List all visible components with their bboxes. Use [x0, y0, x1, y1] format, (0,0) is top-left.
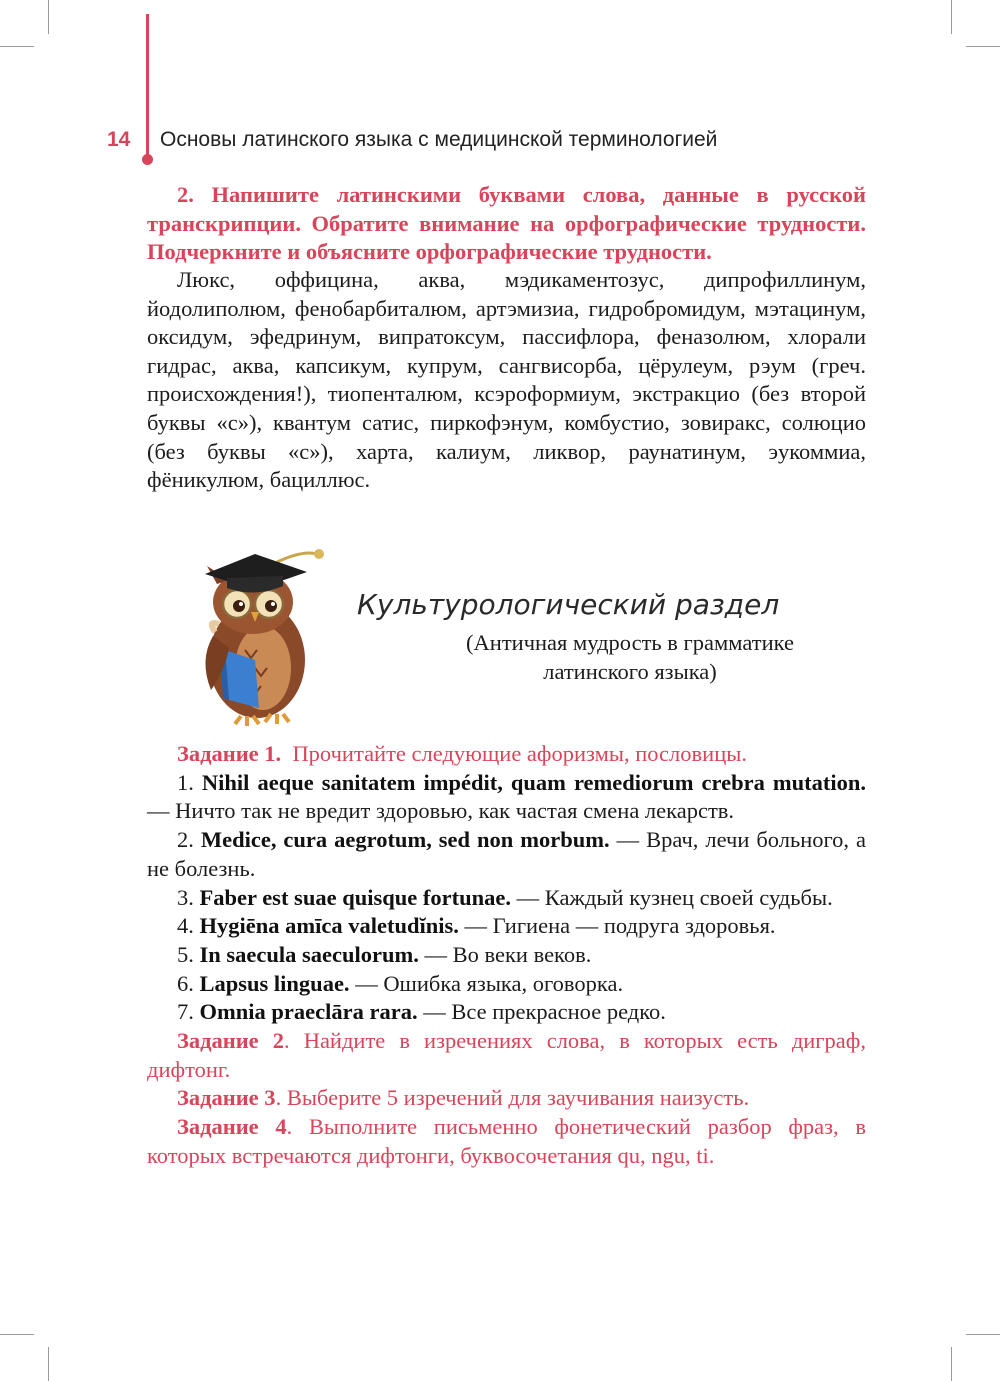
crop-mark [48, 1347, 49, 1381]
aphorism-number: 6. [177, 970, 194, 996]
aphorism-item [147, 826, 866, 883]
crop-mark [966, 46, 1000, 47]
aphorism-item [147, 970, 866, 999]
exercise-title: 2. Напишите латинскими буквами слова, данные в русской транскрипции. Обратите внимание на орфографические трудности. Подчеркните и объясните орфографические трудности. [147, 182, 866, 265]
crop-mark [0, 46, 34, 47]
aphorism-item [147, 941, 866, 970]
task-label: Задание 1. [177, 741, 282, 766]
owl-graduate-icon [185, 540, 335, 730]
aphorism-number: 1. [177, 769, 194, 795]
section-subtitle-line: (Античная мудрость в грамматике [466, 630, 794, 655]
aphorism-translation: — Каждый кузнец своей судьбы. [516, 884, 833, 910]
tasks-block [147, 740, 866, 1171]
aphorism-number: 4. [177, 913, 194, 939]
aphorism-number: 2. [177, 827, 194, 853]
task-text: Прочитайте следующие афоризмы, пословицы. [292, 741, 747, 766]
aphorism-item [147, 912, 866, 941]
aphorism-number: 5. [177, 941, 194, 967]
task-4 [147, 1113, 866, 1170]
task-2 [147, 1027, 866, 1084]
crop-mark [966, 1334, 1000, 1335]
header-accent-line [146, 14, 149, 160]
aphorism-item [147, 769, 866, 826]
aphorism-latin: In saecula saeculorum. [199, 941, 419, 967]
aphorism-latin: Hygiēna amīca valetudĭnis. [199, 913, 459, 939]
aphorism-translation: — Врач, лечи больного, а не болезнь. [147, 827, 867, 881]
task-label: Задание 4 [177, 1114, 287, 1140]
task-text: . Найдите в изречениях слова, в которых есть диграф, дифтонг. [147, 1028, 866, 1082]
crop-mark [951, 0, 952, 34]
aphorism-translation: — Гигиена — подруга здоровья. [464, 913, 776, 939]
task-3 [147, 1084, 866, 1113]
aphorism-number: 3. [177, 884, 194, 910]
aphorism-translation: — Все прекрасное редко. [423, 999, 666, 1025]
aphorism-latin: Lapsus linguae. [199, 970, 350, 996]
aphorism-latin: Medice, cura aegrotum, sed non morbum. [200, 827, 610, 853]
crop-mark [951, 1347, 952, 1381]
aphorism-translation: — Во веки веков. [424, 941, 592, 967]
aphorism-item [147, 998, 866, 1027]
section-subtitle [420, 628, 840, 686]
task-1 [147, 740, 866, 769]
aphorism-item [147, 884, 866, 913]
task-label: Задание 2 [177, 1028, 284, 1054]
aphorism-latin: Faber est suae quisque fortunae. [199, 884, 511, 910]
task-text: . Выполните письменно фонетический разбор фраз, в которых встречаются дифтонги, буквосочетания qu, ngu, ti. [147, 1114, 866, 1168]
header-accent-dot [142, 154, 153, 165]
aphorism-translation: — Ничто так не вредит здоровью, как частая смена лекарств. [147, 798, 735, 824]
aphorism-latin: Omnia praeclāra rara. [199, 999, 418, 1025]
exercise-word-list: Люкс, оффицина, аква, мэдикаментозус, дипрофиллинум, йодолиполюм, фенобарбиталюм, артэмизиа, гидробромидум, мэтацинум, оксидум, эфедринум, випратоксум, пассифлора, феназолюм, хлорали гидрас, аква, капсикум, купрум, сангвисорба, цёрулеум, рэум (греч. происхождения!), тиопенталюм, ксэроформиум, экстракцио (без второй буквы «с»), квантум сатис, пиркофэнум, комбустио, зовиракс, солюцио (без буквы «с»), харта, калиум, ликвор, раунатинум, эукоммиа, фёникулюм, бациллюс. [147, 267, 866, 493]
crop-mark [48, 0, 49, 34]
task-text: . Выберите 5 изречений для заучивания наизусть. [275, 1085, 750, 1111]
aphorism-latin: Nihil aeque sanitatem impédit, quam remediorum crebra mutation. [201, 769, 866, 795]
section-title: Культурологический раздел [357, 588, 780, 621]
page-number: 14 [107, 128, 131, 151]
crop-mark [0, 1334, 34, 1335]
running-title: Основы латинского языка с медицинской терминологией [160, 128, 718, 151]
section-subtitle-line: латинского языка) [543, 659, 717, 684]
task-label: Задание 3 [177, 1085, 276, 1111]
aphorism-translation: — Ошибка языка, оговорка. [355, 970, 624, 996]
aphorism-number: 7. [177, 999, 194, 1025]
